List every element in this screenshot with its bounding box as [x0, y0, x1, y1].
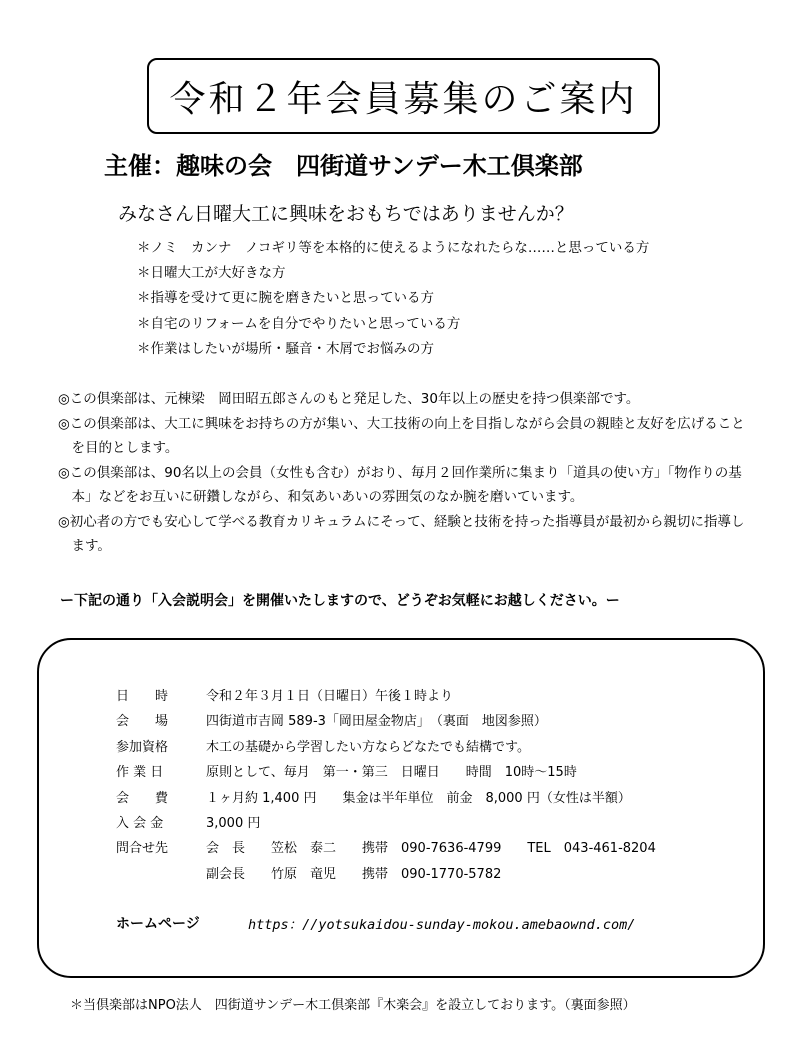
info-label: 日 時: [116, 689, 169, 704]
info-label: [116, 862, 206, 887]
paragraph: ◎この倶楽部は、元棟梁 岡田昭五郎さんのもと発足した、30年以上の歴史を持つ倶楽部です。: [58, 391, 640, 407]
list-item: ＊自宅のリフォームを自分でやりたいと思っている方: [137, 315, 461, 332]
info-value: 令和２年３月１日（日曜日）午後１時より: [206, 689, 454, 704]
info-table: [116, 684, 756, 887]
info-row: [116, 786, 756, 811]
homepage-label: ホームページ: [116, 916, 200, 932]
info-row: [116, 684, 756, 709]
info-value: 木工の基礎から学習したい方ならどなたでも結構です。: [206, 739, 530, 755]
info-row: [116, 836, 756, 861]
event-notice: ー下記の通り「入会説明会」を開催いたしますので、どうぞお気軽にお越しください。ー: [60, 593, 620, 609]
list-item: ＊ノミ カンナ ノコギリ等を本格的に使えるようになれたらな……と思っている方: [137, 240, 650, 256]
question-heading: みなさん日曜大工に興味をおもちではありませんか？: [118, 203, 574, 225]
description-section: [58, 387, 748, 559]
paragraph: ◎この倶楽部は、大工に興味をお持ちの方が集い、大工技術の向上を目指しながら会員の親睦と友好を広げることを目的とします。: [58, 415, 745, 456]
paragraph: ◎初心者の方でも安心して学べる教育カリキュラムにそって、経験と技術を持った指導員が最初から親切に指導します。: [58, 513, 745, 554]
info-label: 入 会 金: [116, 815, 164, 831]
list-item: ＊指導を受けて更に腕を磨きたいと思っている方: [137, 290, 434, 307]
info-value: 四街道市吉岡 589-3「岡田屋金物店」 （裏面 地図参照）: [206, 714, 547, 730]
list-item: ＊作業はしたいが場所・騒音・木屑でお悩みの方: [137, 340, 434, 357]
info-row: [116, 760, 756, 785]
paragraph: ◎この倶楽部は、90名以上の会員（女性も含む）がおり、毎月２回作業所に集まり「道具の使い方」「物作りの基本」などをお互いに研鑽しながら、和気あいあいの雰囲気のなか腕を磨いています。: [58, 464, 742, 505]
info-label: 問合せ先: [116, 841, 169, 857]
info-row: [116, 862, 756, 887]
homepage-row: [116, 913, 756, 933]
info-label: 作 業 日: [116, 765, 164, 781]
info-value: 原則として、毎月 第一・第三 日曜日 時間 10時～15時: [206, 765, 577, 781]
organizer-heading: 主催：趣味の会 四街道サンデー木工倶楽部: [104, 152, 583, 180]
info-row: [116, 735, 756, 760]
title-box: [147, 58, 660, 134]
info-label: 参加資格: [116, 739, 169, 755]
info-row: [116, 811, 756, 836]
list-item: ＊日曜大工が大好きな方: [137, 265, 286, 282]
info-value: １ヶ月約 1,400 円 集金は半年単位 前金 8,000 円（女性は半額）: [206, 790, 631, 806]
homepage-link[interactable]: https：//yotsukaidou-sunday-mokou.amebaownd.com/: [248, 917, 636, 933]
info-value: 副会長 竹原 竜児 携帯 090-1770-5782: [206, 866, 502, 882]
info-label: 会 場: [116, 714, 169, 730]
bullet-list: [137, 236, 757, 362]
info-value: 3,000 円: [206, 815, 261, 831]
info-value: 会 長 笠松 泰二 携帯 090-7636-4799 TEL 043-461-8204: [206, 841, 656, 857]
footer-note: ＊当倶楽部はNPO法人 四街道サンデー木工倶楽部『木楽会』を設立しております。（裏面参照）: [70, 998, 636, 1013]
info-label: 会 費: [116, 790, 169, 806]
page-title: 令和２年会員募集のご案内: [169, 78, 638, 120]
info-row: [116, 709, 756, 734]
